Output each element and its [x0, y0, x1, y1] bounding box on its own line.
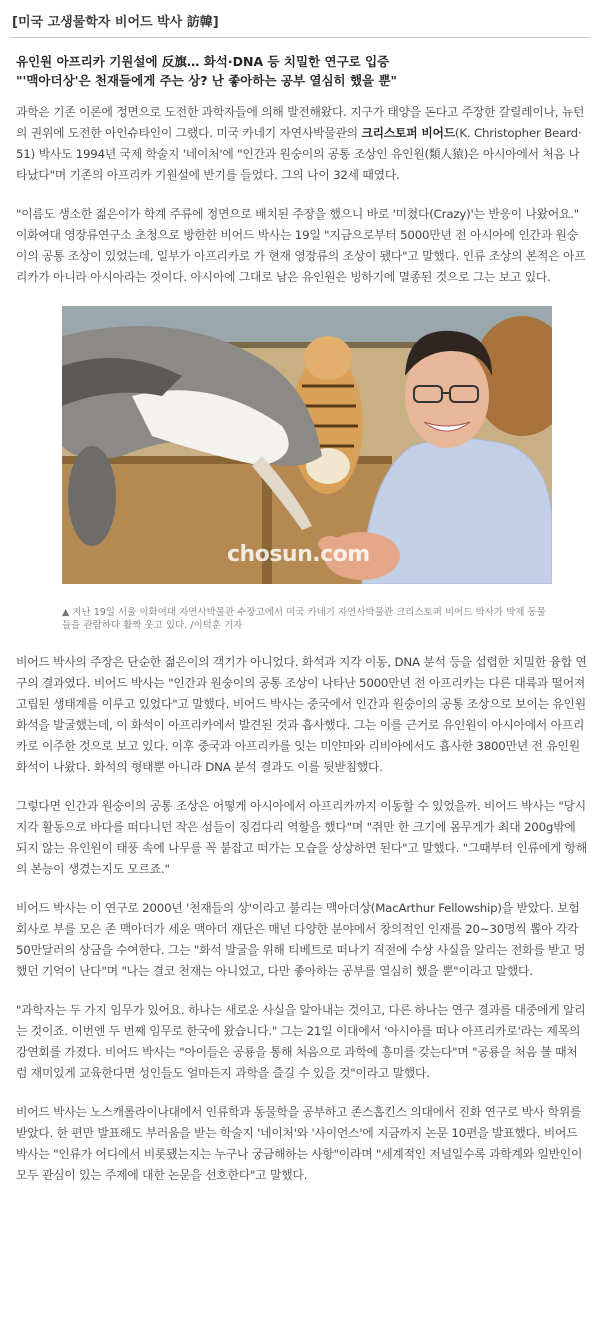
paragraph-7: 비어드 박사는 노스캐롤라이나대에서 인류학과 동물학을 공부하고 존스홉킨스 의대에서 진화 연구로 박사 학위를 받았다. 한 편만 발표해도 부러움을 받는 학술지 '네이처'와 '사이언스'에 지금까지 논문 10편을 발표했다. 비어드 박사는 "인류가 어디에서 비롯됐는지는 누구나 궁금해하는 사항"이라며 "세계적인 저널일수록 과학계와 일반인이 모두 관심이 있는 주제에 대한 논문을 선호한다"고 말했다.: [16, 1105, 583, 1182]
photo-caption: ▲ 지난 19일 서울 이화여대 자연사박물관 수장고에서 미국 카네기 자연사박물관 크리스토퍼 비어드 박사가 박제 동물들을 관람하다 활짝 웃고 있다. /이덕훈 기자: [62, 607, 546, 631]
headline: [16, 52, 590, 90]
paragraph-2: "이름도 생소한 젊은이가 학계 주류에 정면으로 배치된 주장을 했으니 바로 '미쳤다(Crazy)'는 반응이 나왔어요." 이화여대 영장류연구소 초청으로 방한한 비어드 박사는 19일 "지금으로부터 5000만년 전 아시아에 인간과 원숭이의 공통 조상이 있었는데, 일부가 아프리카로 가 현재 영장류의 조상이 됐다"고 말했다. 인류 조상의 본적은 아프리카가 아니라 아시아라는 것이다. 아시아에 그대로 남은 유인원은 빙하기에 멸종된 것으로 그는 보고 있다.: [16, 207, 586, 284]
paragraph-1: 과학은 기존 이론에 정면으로 도전한 과학자들에 의해 발전해왔다. 지구가 태양을 돈다고 주장한 갈릴레이나, 뉴턴의 권위에 도전한 아인슈타인이 그랬다. 미국 카네기 자연사박물관의 크리스토퍼 비어드(K. Christopher Beard·51) 박사도 1994년 국제 학술지 '네이처'에 "인간과 원숭이의 공통 조상인 유인원(類人猿)은 아시아에서 처음 나타났다"며 기존의 아프리카 기원설에 반기를 들었다. 그의 나이 32세 때였다.: [16, 105, 585, 182]
paragraph-6: "과학자는 두 가지 임무가 있어요. 하나는 새로운 사실을 알아내는 것이고, 다른 하나는 연구 결과를 대중에게 알리는 것이죠. 이번엔 두 번째 임무로 한국에 왔습니다." 그는 21일 이대에서 '아시아를 떠나 아프리카로'라는 제목의 강연회를 가졌다. 비어드 박사는 "아이들은 공룡을 통해 처음으로 과학에 흥미를 갖는다"며 "공룡을 처음 볼 때처럼 재미있게 교육한다면 성인들도 얼마든지 과학을 즐길 수 있을 것"이라고 말했다.: [16, 1003, 586, 1080]
highlighted-name: 크리스토퍼 비어드: [361, 126, 455, 140]
headline-line-1: 유인원 아프리카 기원설에 反旗… 화석·DNA 등 치밀한 연구로 입증: [16, 54, 390, 69]
article-photo: [62, 306, 552, 584]
paragraph-5: 비어드 박사는 이 연구로 2000년 '천재들의 상'이라고 불리는 맥아더상(MacArthur Fellowship)을 받았다. 보험회사로 부를 모은 존 맥아더가 세운 맥아더 재단은 매년 다양한 분야에서 창의적인 인재를 20~30명씩 뽑아 각각 50만달러의 상금을 수여한다. 그는 "화석 발굴을 위해 티베트로 떠나기 직전에 수상 사실을 알리는 전화를 받고 멍했던 기억이 난다"며 "나는 결코 천재는 아니었고, 다만 좋아하는 공부를 열심히 했을 뿐"이라고 말했다.: [16, 901, 586, 978]
headline-line-2: "'맥아더상'은 천재들에게 주는 상? 난 좋아하는 공부 열심히 했을 뿐": [16, 73, 398, 88]
photo-block: [10, 306, 590, 602]
paragraph-4: 그렇다면 인간과 원숭이의 공통 조상은 어떻게 아시아에서 아프리카까지 이동할 수 있었을까. 비어드 박사는 "당시 지각 활동으로 바다를 떠다니던 작은 섬들이 징검다리 역할을 했다"며 "쥐만 한 크기에 몸무게가 최대 200g밖에 되지 않는 유인원이 태풍 속에 나무를 꼭 붙잡고 떠가는 모습을 상상하면 된다"고 말했다. "그때부터 인류에게 항해의 본능이 생겼는지도 모르죠.": [16, 799, 588, 876]
article-kicker: [미국 고생물학자 비어드 박사 訪韓]: [10, 8, 590, 38]
article-body: [10, 102, 590, 1186]
photo-watermark: chosun.com: [227, 542, 370, 567]
paragraph-3: 비어드 박사의 주장은 단순한 젊은이의 객기가 아니었다. 화석과 지각 이동, DNA 분석 등을 섭렵한 치밀한 융합 연구의 결과였다. 비어드 박사는 "인간과 원숭이의 공통 조상이 나타난 5000만년 전 아프리카는 다른 대륙과 떨어져 고립된 생태계를 이루고 있었다"고 말했다. 비어드 박사는 중국에서 인간과 원숭이의 공통 조상으로 보이는 유인원 화석을 발굴했는데, 이 화석이 아프리카에서 발견된 것과 흡사했다. 그는 이를 근거로 유인원이 아시아에서 아프리카로 이주한 것으로 보고 있다. 이후 중국과 아프리카를 잇는 미얀마와 리비아에서도 흡사한 3800만년 전 유인원 화석이 나왔다. 화석의 형태뿐 아니라 DNA 분석 결과도 이를 뒷받침했다.: [16, 655, 587, 774]
